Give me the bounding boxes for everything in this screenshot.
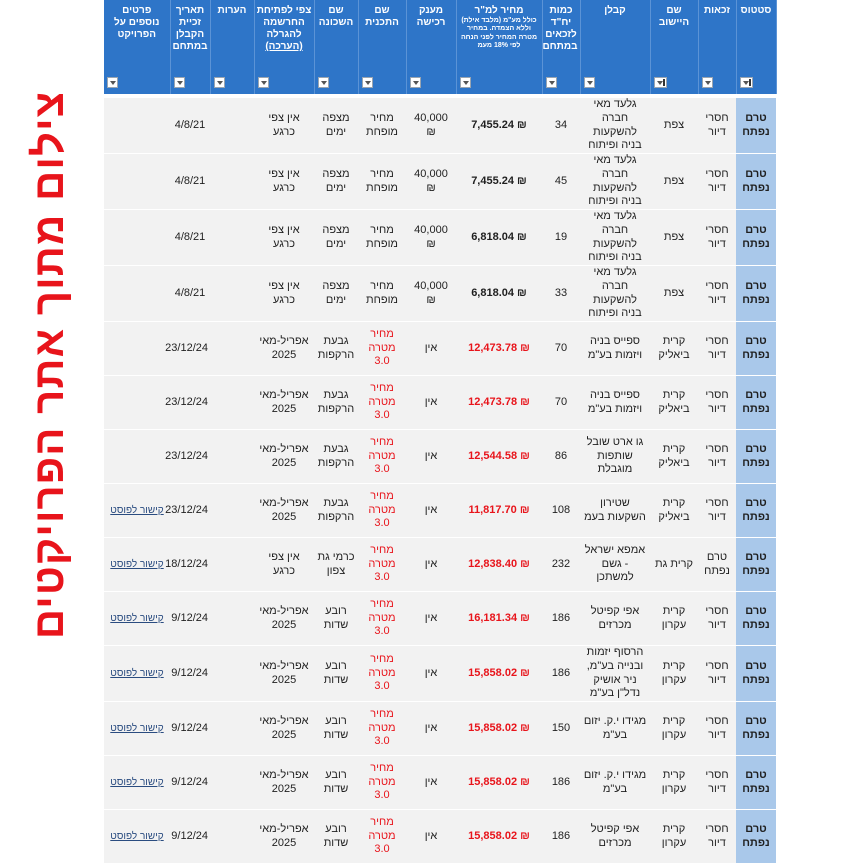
details-cell: [104, 702, 170, 756]
award-date-cell: 9/12/24: [170, 592, 210, 646]
settlement-cell: צפת: [650, 154, 698, 210]
eligibility-cell: טרם נפתח: [698, 538, 736, 592]
price-cell: 15,858.02 ₪: [456, 646, 542, 702]
grant-cell: אין: [406, 702, 456, 756]
settlement-cell: קרית עקרון: [650, 592, 698, 646]
units-cell: 34: [542, 98, 580, 154]
plan-cell: מחיר מטרה 3.0: [358, 322, 406, 376]
neighborhood-cell: גבעת הרקפות: [314, 430, 358, 484]
neighborhood-cell: רובע שדות: [314, 592, 358, 646]
contractor-cell: אפי קפיטל מכרזים: [580, 810, 650, 864]
details-cell: [104, 322, 170, 376]
settlement-cell: קרית ביאליק: [650, 484, 698, 538]
schedule-cell: אפריל-מאי 2025: [254, 810, 314, 864]
table-row[interactable]: [104, 484, 776, 538]
grant-cell: 40,000 ₪: [406, 154, 456, 210]
post-link[interactable]: קישור לפוסט: [110, 504, 164, 516]
award-date-cell: 23/12/24: [170, 484, 210, 538]
header-settlement: שם היישוב: [650, 0, 698, 75]
filter-settlement: [650, 75, 698, 94]
schedule-cell: אין צפי כרגע: [254, 154, 314, 210]
dropdown-arrow-icon[interactable]: [410, 77, 421, 88]
plan-cell: מחיר מטרה 3.0: [358, 702, 406, 756]
eligibility-cell: חסרי דיור: [698, 266, 736, 322]
status-cell: טרם נפתח: [736, 538, 776, 592]
table-row[interactable]: [104, 154, 776, 210]
plan-cell: מחיר מטרה 3.0: [358, 484, 406, 538]
status-cell: טרם נפתח: [736, 266, 776, 322]
settlement-cell: קרית עקרון: [650, 810, 698, 864]
header-eligibility: זכאות: [698, 0, 736, 75]
notes-cell: [210, 210, 254, 266]
filter-details: [104, 75, 170, 94]
projects-spreadsheet: [104, 0, 772, 856]
dropdown-arrow-icon[interactable]: [258, 77, 269, 88]
filter-units: [542, 75, 580, 94]
neighborhood-cell: מצפה ימים: [314, 154, 358, 210]
eligibility-cell: חסרי דיור: [698, 810, 736, 864]
details-cell: [104, 484, 170, 538]
table-row[interactable]: [104, 376, 776, 430]
neighborhood-cell: רובע שדות: [314, 702, 358, 756]
status-cell: טרם נפתח: [736, 154, 776, 210]
status-cell: טרם נפתח: [736, 646, 776, 702]
price-cell: 6,818.04 ₪: [456, 266, 542, 322]
award-date-cell: 4/8/21: [170, 210, 210, 266]
contractor-cell: גלעד מאי חברה להשקעות בניה ופיתוח: [580, 154, 650, 210]
header-details: פרטים נוספים על הפרויקט: [104, 0, 170, 75]
units-cell: 186: [542, 592, 580, 646]
schedule-cell: אפריל-מאי 2025: [254, 592, 314, 646]
settlement-cell: קרית עקרון: [650, 702, 698, 756]
schedule-cell: אפריל-מאי 2025: [254, 484, 314, 538]
eligibility-cell: חסרי דיור: [698, 484, 736, 538]
grant-cell: 40,000 ₪: [406, 98, 456, 154]
units-cell: 70: [542, 376, 580, 430]
neighborhood-cell: מצפה ימים: [314, 210, 358, 266]
plan-cell: מחיר מטרה 3.0: [358, 538, 406, 592]
filter-notes: [210, 75, 254, 94]
details-cell: [104, 210, 170, 266]
grant-cell: אין: [406, 756, 456, 810]
price-cell: 12,473.78 ₪: [456, 322, 542, 376]
header-plan: שם התכנית: [358, 0, 406, 75]
filter-grant: [406, 75, 456, 94]
eligibility-cell: חסרי דיור: [698, 702, 736, 756]
post-link[interactable]: קישור לפוסט: [110, 558, 164, 570]
table-row[interactable]: [104, 702, 776, 756]
details-cell: [104, 98, 170, 154]
units-cell: 186: [542, 810, 580, 864]
grant-cell: אין: [406, 322, 456, 376]
schedule-cell: אפריל-מאי 2025: [254, 646, 314, 702]
grant-cell: אין: [406, 376, 456, 430]
settlement-cell: צפת: [650, 266, 698, 322]
settlement-cell: קרית ביאליק: [650, 322, 698, 376]
table-row[interactable]: [104, 646, 776, 702]
plan-cell: מחיר מטרה 3.0: [358, 592, 406, 646]
table-row[interactable]: [104, 322, 776, 376]
post-link[interactable]: קישור לפוסט: [110, 830, 164, 842]
filter-plan: [358, 75, 406, 94]
header-contractor: קבלן: [580, 0, 650, 75]
award-date-cell: 23/12/24: [170, 376, 210, 430]
eligibility-cell: חסרי דיור: [698, 756, 736, 810]
contractor-cell: מגידו י.ק. יזום בע"מ: [580, 702, 650, 756]
contractor-cell: אמפא ישראל - גשם למשתכן: [580, 538, 650, 592]
grant-cell: אין: [406, 592, 456, 646]
plan-cell: מחיר מטרה 3.0: [358, 376, 406, 430]
contractor-cell: מגידו י.ק. יזום בע"מ: [580, 756, 650, 810]
post-link[interactable]: קישור לפוסט: [110, 776, 164, 788]
schedule-cell: אפריל-מאי 2025: [254, 322, 314, 376]
table-body: [104, 98, 776, 864]
header-neighborhood: שם השכונה: [314, 0, 358, 75]
schedule-cell: אפריל-מאי 2025: [254, 376, 314, 430]
award-date-cell: 18/12/24: [170, 538, 210, 592]
neighborhood-cell: מצפה ימים: [314, 266, 358, 322]
status-cell: טרם נפתח: [736, 210, 776, 266]
notes-cell: [210, 154, 254, 210]
notes-cell: [210, 538, 254, 592]
schedule-cell: אפריל-מאי 2025: [254, 430, 314, 484]
table-row[interactable]: [104, 266, 776, 322]
grant-cell: 40,000 ₪: [406, 266, 456, 322]
units-cell: 19: [542, 210, 580, 266]
award-date-cell: 9/12/24: [170, 756, 210, 810]
header-price-note: כולל מע"מ (מלבד אילת) וללא הצמדה. במחיר מטרה המחיר לפני הנחה לפי 18% מעמ: [460, 17, 538, 50]
contractor-cell: אפי קפיטל מכרזים: [580, 592, 650, 646]
eligibility-cell: חסרי דיור: [698, 592, 736, 646]
header-grant: מענק רכישה: [406, 0, 456, 75]
price-cell: 7,455.24 ₪: [456, 98, 542, 154]
plan-cell: מחיר מטרה 3.0: [358, 810, 406, 864]
plan-cell: מחיר מופחת: [358, 154, 406, 210]
filter-schedule: [254, 75, 314, 94]
units-cell: 150: [542, 702, 580, 756]
dropdown-arrow-icon[interactable]: [546, 77, 557, 88]
price-cell: 15,858.02 ₪: [456, 702, 542, 756]
settlement-cell: קרית ביאליק: [650, 376, 698, 430]
header-notes: הערות: [210, 0, 254, 75]
units-cell: 108: [542, 484, 580, 538]
award-date-cell: 9/12/24: [170, 646, 210, 702]
neighborhood-cell: גבעת הרקפות: [314, 484, 358, 538]
dropdown-arrow-icon[interactable]: [174, 77, 185, 88]
notes-cell: [210, 702, 254, 756]
table-row[interactable]: [104, 592, 776, 646]
eligibility-cell: חסרי דיור: [698, 430, 736, 484]
plan-cell: מחיר מטרה 3.0: [358, 756, 406, 810]
settlement-cell: צפת: [650, 98, 698, 154]
neighborhood-cell: רובע שדות: [314, 646, 358, 702]
notes-cell: [210, 98, 254, 154]
filter-eligibility: [698, 75, 736, 94]
status-cell: טרם נפתח: [736, 592, 776, 646]
details-cell: [104, 376, 170, 430]
post-link[interactable]: קישור לפוסט: [110, 667, 164, 679]
notes-cell: [210, 592, 254, 646]
notes-cell: [210, 810, 254, 864]
settlement-cell: קרית גת: [650, 538, 698, 592]
details-cell: [104, 592, 170, 646]
units-cell: 33: [542, 266, 580, 322]
filter-status: [736, 75, 776, 94]
dropdown-arrow-icon[interactable]: [702, 77, 713, 88]
schedule-cell: אין צפי כרגע: [254, 266, 314, 322]
price-cell: 15,858.02 ₪: [456, 756, 542, 810]
grant-cell: אין: [406, 810, 456, 864]
settlement-cell: קרית ביאליק: [650, 430, 698, 484]
status-cell: טרם נפתח: [736, 376, 776, 430]
price-cell: 15,858.02 ₪: [456, 810, 542, 864]
award-date-cell: 4/8/21: [170, 154, 210, 210]
notes-cell: [210, 646, 254, 702]
dropdown-arrow-icon[interactable]: [362, 77, 373, 88]
post-link[interactable]: קישור לפוסט: [110, 612, 164, 624]
plan-cell: מחיר מופחת: [358, 210, 406, 266]
table-row[interactable]: [104, 756, 776, 810]
dropdown-arrow-icon[interactable]: [460, 77, 471, 88]
contractor-cell: גלעד מאי חברה להשקעות בניה ופיתוח: [580, 98, 650, 154]
contractor-cell: גלעד מאי חברה להשקעות בניה ופיתוח: [580, 210, 650, 266]
header-units: כמות יח"ד לזכאים במתחם: [542, 0, 580, 75]
grant-cell: אין: [406, 538, 456, 592]
details-cell: [104, 538, 170, 592]
filter-contractor: [580, 75, 650, 94]
neighborhood-cell: רובע שדות: [314, 810, 358, 864]
schedule-cell: אין צפי כרגע: [254, 98, 314, 154]
eligibility-cell: חסרי דיור: [698, 154, 736, 210]
schedule-cell: אין צפי כרגע: [254, 538, 314, 592]
neighborhood-cell: גבעת הרקפות: [314, 376, 358, 430]
dropdown-arrow-icon[interactable]: [107, 77, 118, 88]
award-date-cell: 9/12/24: [170, 810, 210, 864]
table-row[interactable]: [104, 98, 776, 154]
plan-cell: מחיר מטרה 3.0: [358, 430, 406, 484]
table-row[interactable]: [104, 810, 776, 864]
plan-cell: מחיר מופחת: [358, 266, 406, 322]
settlement-cell: צפת: [650, 210, 698, 266]
price-cell: 6,818.04 ₪: [456, 210, 542, 266]
status-cell: טרם נפתח: [736, 430, 776, 484]
dropdown-arrow-icon[interactable]: [214, 77, 225, 88]
notes-cell: [210, 484, 254, 538]
header-status: סטטוס: [736, 0, 776, 75]
grant-cell: 40,000 ₪: [406, 210, 456, 266]
contractor-cell: הרסוף יזמות ובנייה בע"מ, ניר אושיק נדל"ן בע"מ: [580, 646, 650, 702]
units-cell: 186: [542, 756, 580, 810]
award-date-cell: 4/8/21: [170, 98, 210, 154]
schedule-cell: אין צפי כרגע: [254, 210, 314, 266]
status-cell: טרם נפתח: [736, 702, 776, 756]
plan-cell: מחיר מופחת: [358, 98, 406, 154]
table-row[interactable]: [104, 210, 776, 266]
header-award-date: תאריך זכיית הקבלן במתחם: [170, 0, 210, 75]
table-row[interactable]: [104, 430, 776, 484]
neighborhood-cell: כרמי גת צפון: [314, 538, 358, 592]
details-cell: [104, 646, 170, 702]
grant-cell: אין: [406, 430, 456, 484]
neighborhood-cell: רובע שדות: [314, 756, 358, 810]
notes-cell: [210, 756, 254, 810]
schedule-cell: אפריל-מאי 2025: [254, 702, 314, 756]
filter-row: [104, 75, 776, 94]
units-cell: 232: [542, 538, 580, 592]
price-cell: 7,455.24 ₪: [456, 154, 542, 210]
post-link[interactable]: קישור לפוסט: [110, 722, 164, 734]
notes-cell: [210, 376, 254, 430]
details-cell: [104, 154, 170, 210]
details-cell: [104, 266, 170, 322]
award-date-cell: 9/12/24: [170, 702, 210, 756]
status-cell: טרם נפתח: [736, 322, 776, 376]
price-cell: 12,838.40 ₪: [456, 538, 542, 592]
side-caption: [18, 90, 80, 640]
header-row: [104, 0, 776, 75]
units-cell: 186: [542, 646, 580, 702]
table-row[interactable]: [104, 538, 776, 592]
price-cell: 11,817.70 ₪: [456, 484, 542, 538]
award-date-cell: 23/12/24: [170, 430, 210, 484]
eligibility-cell: חסרי דיור: [698, 98, 736, 154]
award-date-cell: 4/8/21: [170, 266, 210, 322]
filter-price: [456, 75, 542, 94]
contractor-cell: גלעד מאי חברה להשקעות בניה ופיתוח: [580, 266, 650, 322]
award-date-cell: 23/12/24: [170, 322, 210, 376]
header-price: מחיר למ"ר כולל מע"מ (מלבד אילת) וללא הצמדה. במחיר מטרה המחיר לפני הנחה לפי 18% מעמ: [456, 0, 542, 75]
details-cell: [104, 756, 170, 810]
eligibility-cell: חסרי דיור: [698, 646, 736, 702]
contractor-cell: שטירון השקעות בעמ: [580, 484, 650, 538]
eligibility-cell: חסרי דיור: [698, 376, 736, 430]
eligibility-cell: חסרי דיור: [698, 322, 736, 376]
settlement-cell: קרית עקרון: [650, 646, 698, 702]
price-cell: 16,181.34 ₪: [456, 592, 542, 646]
notes-cell: [210, 322, 254, 376]
status-cell: טרם נפתח: [736, 98, 776, 154]
units-cell: 86: [542, 430, 580, 484]
contractor-cell: ספייס בניה ויזמות בע"מ: [580, 322, 650, 376]
side-caption-text: צילום מתוך אתר הפרויקטים: [25, 90, 73, 640]
price-cell: 12,544.58 ₪: [456, 430, 542, 484]
dropdown-arrow-icon[interactable]: [584, 77, 595, 88]
neighborhood-cell: מצפה ימים: [314, 98, 358, 154]
neighborhood-cell: גבעת הרקפות: [314, 322, 358, 376]
units-cell: 45: [542, 154, 580, 210]
details-cell: [104, 430, 170, 484]
eligibility-cell: חסרי דיור: [698, 210, 736, 266]
plan-cell: מחיר מטרה 3.0: [358, 646, 406, 702]
contractor-cell: גו ארט שובל שותפות מוגבלת: [580, 430, 650, 484]
status-cell: טרם נפתח: [736, 756, 776, 810]
notes-cell: [210, 430, 254, 484]
grant-cell: אין: [406, 646, 456, 702]
dropdown-arrow-icon[interactable]: [318, 77, 329, 88]
projects-table: [104, 0, 777, 864]
filter-neighborhood: [314, 75, 358, 94]
header-schedule: צפי לפתיחת החרשמה להגרלה (הערכה): [254, 0, 314, 75]
price-cell: 12,473.78 ₪: [456, 376, 542, 430]
status-cell: טרם נפתח: [736, 810, 776, 864]
details-cell: [104, 810, 170, 864]
filter-active-icon[interactable]: [740, 77, 753, 88]
units-cell: 70: [542, 322, 580, 376]
grant-cell: אין: [406, 484, 456, 538]
schedule-cell: אפריל-מאי 2025: [254, 756, 314, 810]
status-cell: טרם נפתח: [736, 484, 776, 538]
notes-cell: [210, 266, 254, 322]
contractor-cell: ספייס בניה ויזמות בע"מ: [580, 376, 650, 430]
filter-active-icon[interactable]: [654, 77, 667, 88]
settlement-cell: קרית עקרון: [650, 756, 698, 810]
filter-award-date: [170, 75, 210, 94]
